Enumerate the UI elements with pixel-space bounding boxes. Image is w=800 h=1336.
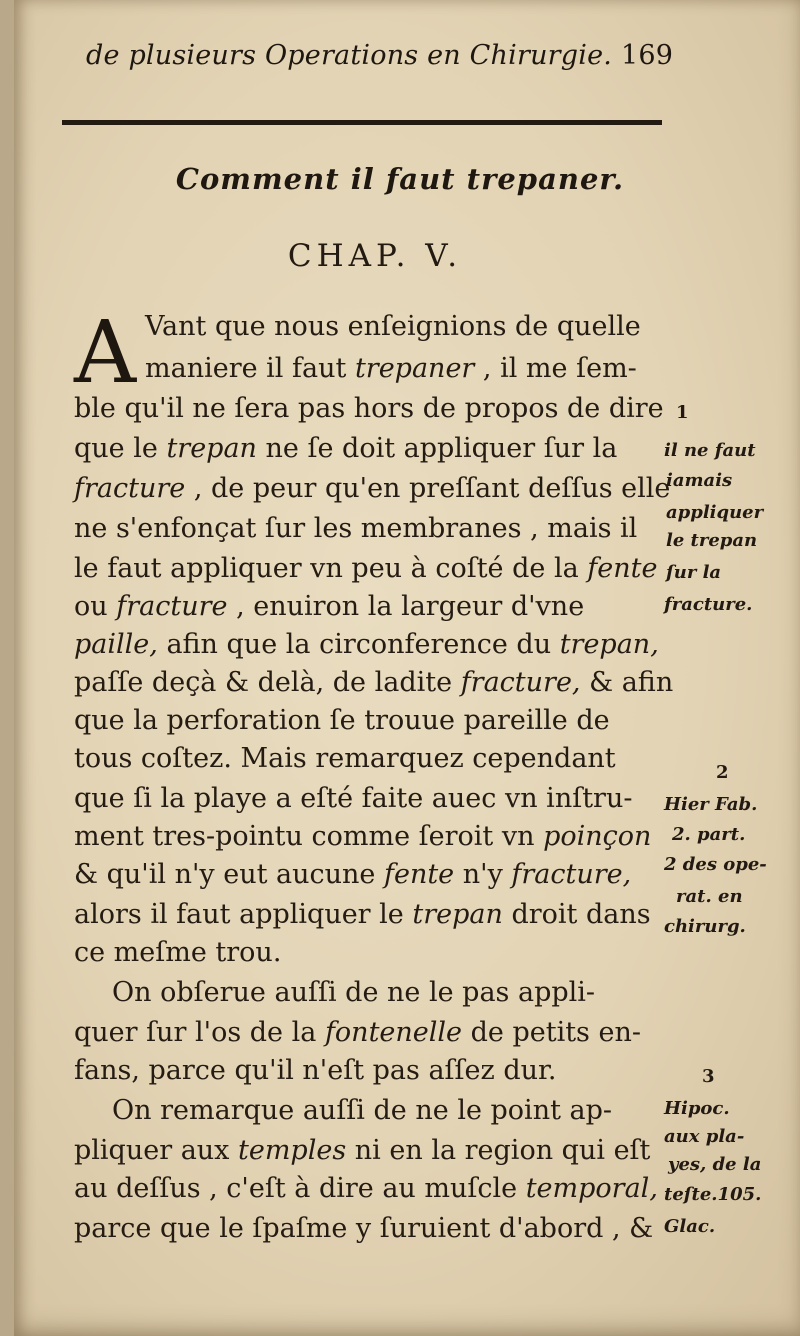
italic-term: trepaner: [354, 353, 475, 384]
margin-note: fracture.: [664, 594, 753, 615]
text-run: maniere il faut: [145, 353, 355, 384]
margin-note: le trepan: [666, 530, 758, 551]
text-line: [74, 628, 659, 662]
text-line: [74, 1016, 641, 1050]
text-line: [74, 858, 631, 892]
margin-note: Hipoc.: [664, 1098, 730, 1119]
chapter-heading: CHAP. V.: [287, 238, 463, 274]
text-run: , de peur qu'en preſſant deſſus elle: [185, 473, 671, 504]
text-line: [74, 742, 616, 776]
text-run: ou: [74, 591, 117, 622]
text-run: On obſerue auſſi de ne le pas appli-: [112, 977, 596, 1008]
text-line: [74, 1212, 653, 1246]
margin-note: Hier Fab.: [664, 794, 758, 815]
text-run: ble qu'il ne ſera pas hors de propos de dire: [74, 393, 664, 424]
margin-note-number: 2: [716, 762, 729, 783]
text-run: ne s'enfonçat ſur les membranes , mais il: [74, 513, 638, 544]
text-line: [112, 976, 595, 1010]
text-line: [74, 512, 637, 546]
text-run: le faut appliquer vn peu à coſté de la: [74, 553, 588, 584]
margin-note-number: 1: [676, 402, 689, 423]
italic-term: fontenelle: [324, 1017, 463, 1048]
text-run: paſſe deçà & delà, de ladite: [74, 667, 461, 698]
text-line: [74, 590, 584, 624]
text-run: tous coſtez. Mais remarquez cependant: [74, 743, 616, 774]
text-line: [74, 936, 281, 970]
italic-term: trepan: [166, 433, 257, 464]
text-run: ni en la region qui eſt: [346, 1135, 651, 1166]
text-line: [145, 310, 641, 344]
margin-note: ſur la: [666, 562, 722, 583]
italic-term: temples: [238, 1135, 347, 1166]
text-run: fans, parce qu'il n'eſt pas aſſez dur.: [74, 1055, 557, 1086]
text-run: n'y: [454, 859, 512, 890]
margin-note: yes, de la: [668, 1154, 762, 1175]
italic-term: temporal,: [525, 1173, 658, 1204]
margin-note: appliquer: [666, 502, 764, 523]
text-line: [74, 472, 670, 506]
italic-term: fracture: [74, 473, 186, 504]
italic-term: paille,: [74, 629, 158, 660]
text-line: [145, 352, 637, 386]
italic-term: fracture,: [511, 859, 632, 890]
text-line: [74, 704, 610, 738]
margin-note: teſte.105.: [664, 1184, 762, 1205]
text-line: [74, 432, 617, 466]
text-run: & afin: [580, 667, 674, 698]
italic-term: fente: [587, 553, 658, 584]
text-run: que ſi la playe a eſté faite auec vn inſtru-: [74, 783, 633, 814]
italic-term: trepan: [412, 899, 503, 930]
margin-note: 2. part.: [672, 824, 746, 845]
running-header: [86, 36, 686, 84]
text-line: [74, 1054, 557, 1088]
page-number: 169: [621, 40, 674, 71]
text-run: droit dans: [502, 899, 651, 930]
margin-note: aux pla-: [664, 1126, 745, 1147]
running-title: de plusieurs Operations en Chirurgie.: [86, 40, 613, 71]
margin-note: 2 des ope-: [664, 854, 767, 875]
text-run: pliquer aux: [74, 1135, 238, 1166]
section-title: Comment il faut trepaner.: [175, 162, 625, 196]
text-run: Vant que nous enſeignions de quelle: [145, 311, 641, 342]
italic-term: poinçon: [543, 821, 652, 852]
margin-note: rat. en: [676, 886, 743, 907]
text-line: [74, 1172, 658, 1206]
text-run: & qu'il n'y eut aucune: [74, 859, 384, 890]
text-line: [74, 820, 651, 854]
text-run: au deſſus , c'eſt à dire au muſcle: [74, 1173, 526, 1204]
text-run: de petits en-: [462, 1017, 641, 1048]
text-line: [74, 666, 673, 700]
text-line: [74, 552, 657, 586]
header-rule: [62, 120, 662, 125]
text-line: [112, 1094, 612, 1128]
text-run: , il me ſem-: [474, 353, 637, 384]
drop-cap: A: [74, 303, 137, 403]
text-run: ce meſme trou.: [74, 937, 282, 968]
text-run: ne ſe doit appliquer ſur la: [256, 433, 618, 464]
margin-note: il ne faut: [664, 440, 756, 461]
margin-note: iamais: [666, 470, 733, 491]
text-line: [74, 1134, 650, 1168]
text-line: [74, 392, 664, 426]
text-run: que le: [74, 433, 167, 464]
italic-term: fracture: [116, 591, 228, 622]
margin-note: Glac.: [664, 1216, 716, 1237]
margin-note-number: 3: [702, 1066, 715, 1087]
italic-term: fracture,: [460, 667, 581, 698]
text-run: alors il faut appliquer le: [74, 899, 413, 930]
text-run: afin que la circonference du: [157, 629, 560, 660]
text-run: ment tres-pointu comme ſeroit vn: [74, 821, 544, 852]
italic-term: fente: [383, 859, 455, 890]
text-run: quer ſur l'os de la: [74, 1017, 325, 1048]
text-run: On remarque auſſi de ne le point ap-: [112, 1095, 613, 1126]
text-run: que la perforation ſe trouue pareille de: [74, 705, 610, 736]
text-run: parce que le ſpaſme y ſuruient d'abord , &: [74, 1213, 654, 1244]
margin-note: chirurg.: [664, 916, 746, 937]
text-line: [74, 782, 632, 816]
text-run: , enuiron la largeur d'vne: [227, 591, 585, 622]
italic-term: trepan,: [559, 629, 659, 660]
text-line: [74, 898, 651, 932]
